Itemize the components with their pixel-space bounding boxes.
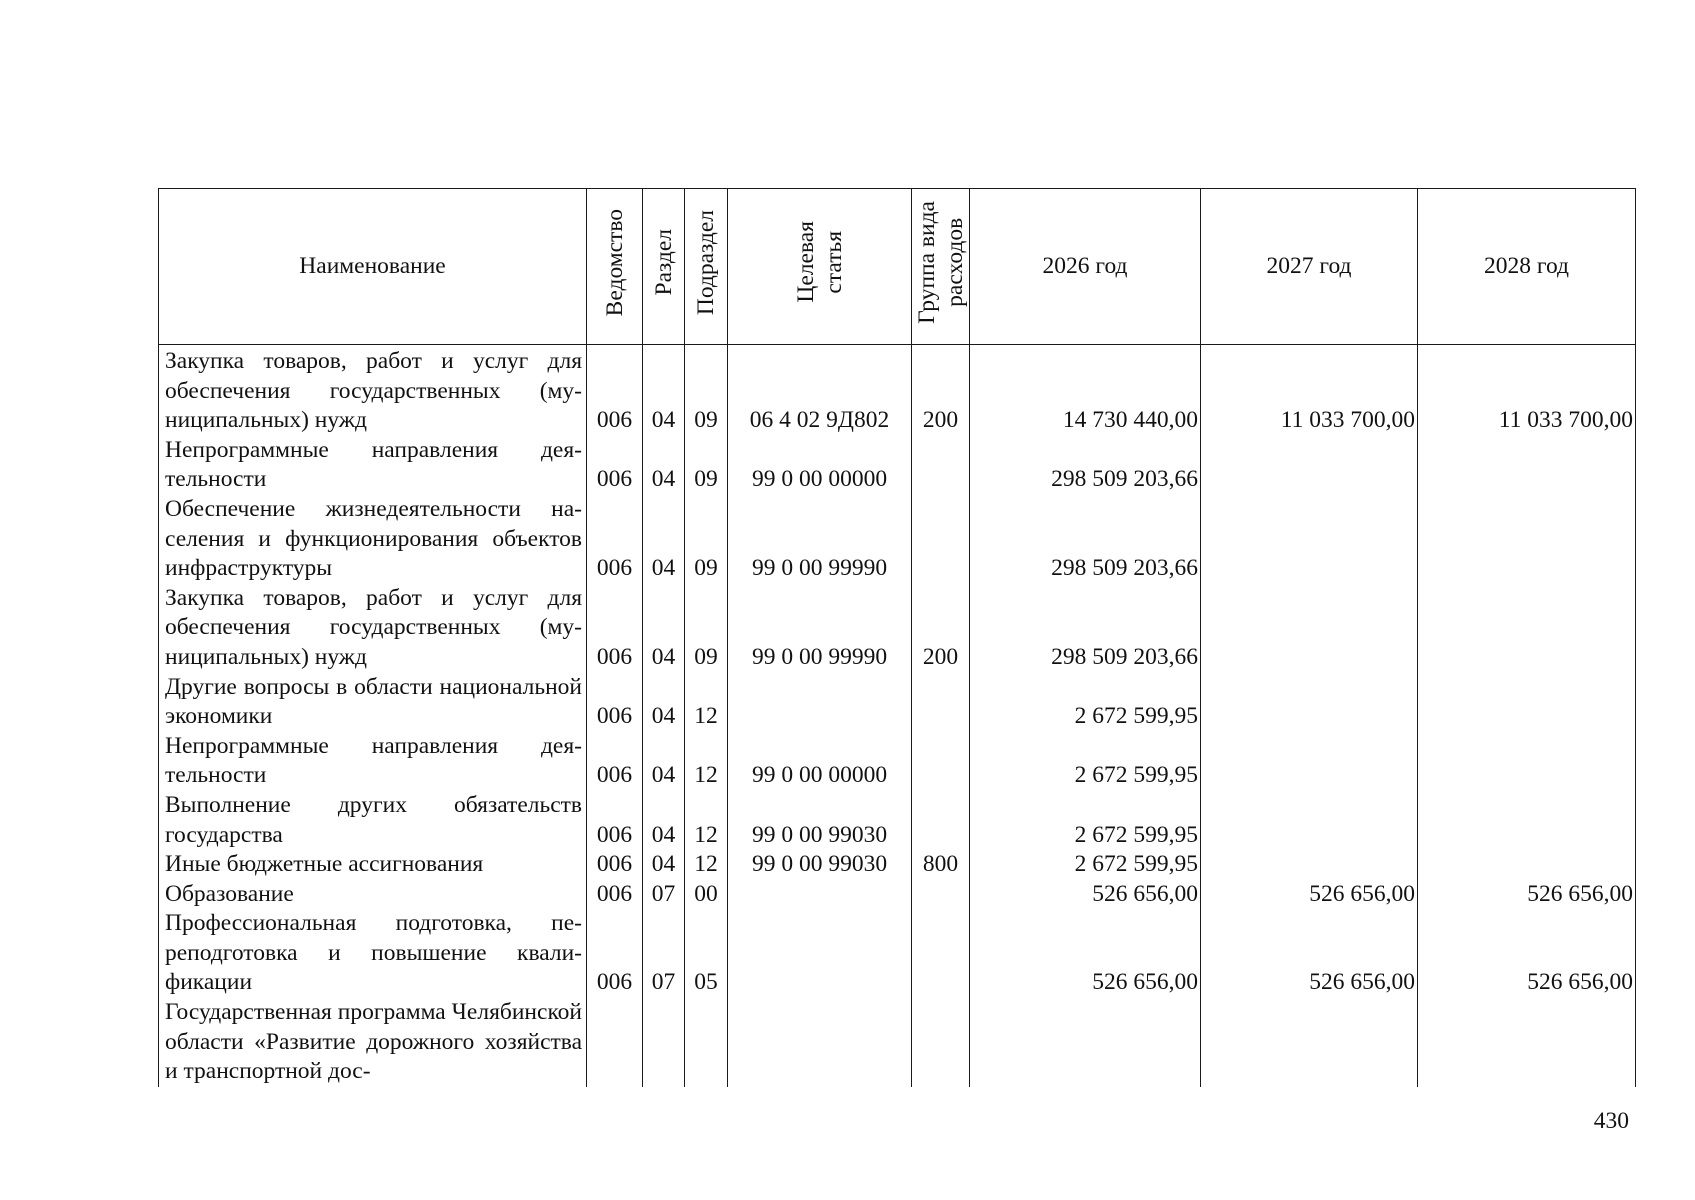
cell-razdel: 04 xyxy=(643,584,685,673)
budget-table xyxy=(158,188,1636,1087)
cell-podrazdel: 09 xyxy=(685,436,728,495)
cell-name: Профессиональная подготовка, переподготовка и повышение квалификации xyxy=(159,909,587,998)
cell-amount-2027 xyxy=(1201,436,1418,495)
cell-vedomstvo: 006 xyxy=(587,880,643,910)
header-gruppa-vida-rashodov: Группа вида расходов xyxy=(912,189,970,345)
table-header xyxy=(159,189,1636,345)
cell-amount-2027 xyxy=(1201,791,1418,850)
cell-razdel: 04 xyxy=(643,850,685,880)
cell-name: Обеспечение жизнедеятельности населения и функционирования объектов инфраструктуры xyxy=(159,495,587,584)
cell-vedomstvo: 006 xyxy=(587,732,643,791)
cell-gruppa xyxy=(912,673,970,732)
cell-vedomstvo: 006 xyxy=(587,495,643,584)
cell-amount-2026: 526 656,00 xyxy=(970,909,1201,998)
cell-podrazdel: 00 xyxy=(685,880,728,910)
cell-amount-2027 xyxy=(1201,998,1418,1087)
cell-amount-2028 xyxy=(1418,998,1636,1087)
cell-celevaya-statya xyxy=(728,673,912,732)
cell-celevaya-statya: 99 0 00 00000 xyxy=(728,436,912,495)
cell-amount-2028 xyxy=(1418,495,1636,584)
cell-celevaya-statya: 99 0 00 99990 xyxy=(728,584,912,673)
cell-podrazdel: 12 xyxy=(685,850,728,880)
cell-name: Выполнение других обязательств государства xyxy=(159,791,587,850)
cell-celevaya-statya: 99 0 00 99030 xyxy=(728,850,912,880)
cell-amount-2028 xyxy=(1418,436,1636,495)
cell-amount-2026: 2 672 599,95 xyxy=(970,850,1201,880)
cell-amount-2026: 298 509 203,66 xyxy=(970,495,1201,584)
cell-amount-2027: 11 033 700,00 xyxy=(1201,345,1418,436)
cell-razdel: 04 xyxy=(643,673,685,732)
table-body xyxy=(159,345,1636,1087)
cell-amount-2027 xyxy=(1201,495,1418,584)
header-celevaya-statya: Целевая статья xyxy=(728,189,912,345)
cell-amount-2028 xyxy=(1418,791,1636,850)
cell-amount-2027 xyxy=(1201,584,1418,673)
cell-podrazdel: 12 xyxy=(685,673,728,732)
cell-celevaya-statya: 99 0 00 00000 xyxy=(728,732,912,791)
table-row xyxy=(159,909,1636,998)
cell-vedomstvo: 006 xyxy=(587,436,643,495)
header-year-2027: 2027 год xyxy=(1201,189,1418,345)
cell-gruppa xyxy=(912,791,970,850)
cell-celevaya-statya: 99 0 00 99990 xyxy=(728,495,912,584)
cell-celevaya-statya: 99 0 00 99030 xyxy=(728,791,912,850)
cell-vedomstvo: 006 xyxy=(587,909,643,998)
cell-gruppa: 800 xyxy=(912,850,970,880)
cell-celevaya-statya: 06 4 02 9Д802 xyxy=(728,345,912,436)
table-row xyxy=(159,732,1636,791)
header-year-2028: 2028 год xyxy=(1418,189,1636,345)
cell-amount-2026: 298 509 203,66 xyxy=(970,436,1201,495)
cell-amount-2027 xyxy=(1201,732,1418,791)
table-row xyxy=(159,880,1636,910)
cell-celevaya-statya xyxy=(728,998,912,1087)
cell-name: Государственная программа Челябинской области «Развитие дорожного хозяйства и транспортной дос- xyxy=(159,998,587,1087)
cell-amount-2027: 526 656,00 xyxy=(1201,880,1418,910)
cell-amount-2026 xyxy=(970,998,1201,1087)
cell-amount-2028 xyxy=(1418,584,1636,673)
cell-name: Иные бюджетные ассигнования xyxy=(159,850,587,880)
cell-amount-2027 xyxy=(1201,850,1418,880)
cell-podrazdel: 09 xyxy=(685,584,728,673)
cell-razdel: 04 xyxy=(643,436,685,495)
cell-amount-2028 xyxy=(1418,673,1636,732)
cell-name: Непрограммные направления деятельности xyxy=(159,732,587,791)
cell-name: Закупка товаров, работ и услуг для обеспечения государственных (муниципальных) нужд xyxy=(159,584,587,673)
cell-amount-2026: 298 509 203,66 xyxy=(970,584,1201,673)
cell-gruppa xyxy=(912,436,970,495)
cell-celevaya-statya xyxy=(728,880,912,910)
cell-vedomstvo: 006 xyxy=(587,791,643,850)
page-number: 430 xyxy=(1593,1108,1629,1134)
cell-vedomstvo: 006 xyxy=(587,584,643,673)
table-row xyxy=(159,998,1636,1087)
cell-gruppa xyxy=(912,909,970,998)
cell-razdel: 04 xyxy=(643,732,685,791)
cell-razdel: 07 xyxy=(643,909,685,998)
cell-podrazdel: 09 xyxy=(685,345,728,436)
cell-gruppa xyxy=(912,998,970,1087)
cell-podrazdel xyxy=(685,998,728,1087)
cell-name: Непрограммные направления деятельности xyxy=(159,436,587,495)
cell-podrazdel: 05 xyxy=(685,909,728,998)
table-row xyxy=(159,791,1636,850)
header-name: Наименование xyxy=(159,189,587,345)
cell-razdel: 07 xyxy=(643,880,685,910)
cell-amount-2026: 526 656,00 xyxy=(970,880,1201,910)
cell-gruppa xyxy=(912,495,970,584)
cell-gruppa: 200 xyxy=(912,345,970,436)
cell-amount-2026: 2 672 599,95 xyxy=(970,673,1201,732)
cell-gruppa xyxy=(912,880,970,910)
cell-podrazdel: 12 xyxy=(685,732,728,791)
cell-amount-2026: 2 672 599,95 xyxy=(970,732,1201,791)
table-row xyxy=(159,850,1636,880)
cell-amount-2026: 2 672 599,95 xyxy=(970,791,1201,850)
cell-amount-2028: 526 656,00 xyxy=(1418,880,1636,910)
cell-name: Образование xyxy=(159,880,587,910)
cell-razdel: 04 xyxy=(643,791,685,850)
cell-name: Закупка товаров, работ и услуг для обеспечения государственных (муниципальных) нужд xyxy=(159,345,587,436)
cell-name: Другие вопросы в области национальной экономики xyxy=(159,673,587,732)
table-row xyxy=(159,345,1636,436)
header-podrazdel: Подраздел xyxy=(685,189,728,345)
table-row xyxy=(159,584,1636,673)
cell-amount-2028: 526 656,00 xyxy=(1418,909,1636,998)
header-year-2026: 2026 год xyxy=(970,189,1201,345)
cell-podrazdel: 09 xyxy=(685,495,728,584)
cell-vedomstvo xyxy=(587,998,643,1087)
cell-vedomstvo: 006 xyxy=(587,345,643,436)
cell-gruppa: 200 xyxy=(912,584,970,673)
cell-amount-2027: 526 656,00 xyxy=(1201,909,1418,998)
cell-razdel xyxy=(643,998,685,1087)
table-row xyxy=(159,495,1636,584)
table-row xyxy=(159,436,1636,495)
cell-amount-2028 xyxy=(1418,732,1636,791)
cell-gruppa xyxy=(912,732,970,791)
cell-razdel: 04 xyxy=(643,345,685,436)
cell-podrazdel: 12 xyxy=(685,791,728,850)
cell-amount-2026: 14 730 440,00 xyxy=(970,345,1201,436)
table-row xyxy=(159,673,1636,732)
cell-razdel: 04 xyxy=(643,495,685,584)
cell-celevaya-statya xyxy=(728,909,912,998)
cell-amount-2028 xyxy=(1418,850,1636,880)
header-vedomstvo: Ведомство xyxy=(587,189,643,345)
cell-vedomstvo: 006 xyxy=(587,673,643,732)
cell-amount-2028: 11 033 700,00 xyxy=(1418,345,1636,436)
header-razdel: Раздел xyxy=(643,189,685,345)
cell-vedomstvo: 006 xyxy=(587,850,643,880)
cell-amount-2027 xyxy=(1201,673,1418,732)
